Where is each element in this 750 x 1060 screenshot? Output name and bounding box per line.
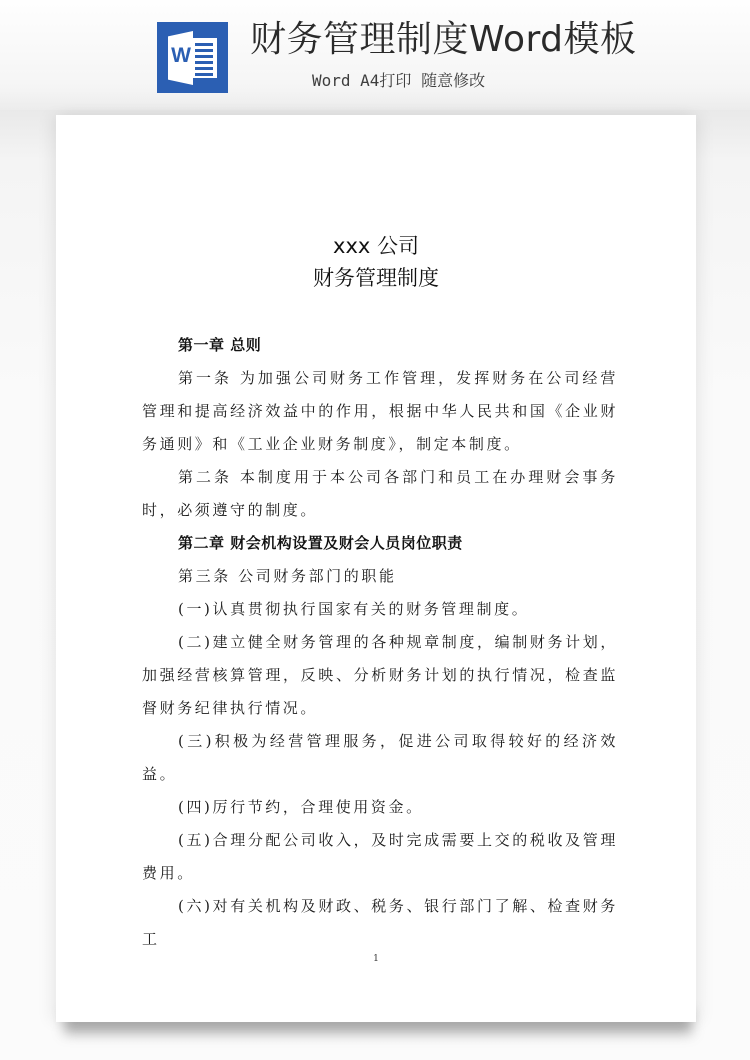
banner-subtitle: Word A4打印 随意修改 (312, 71, 486, 90)
document-title: 财务管理制度 (313, 266, 439, 290)
list-item: (六)对有关机构及财政、税务、银行部门了解、检查财务工 (142, 897, 618, 948)
document-lines-icon (191, 38, 217, 78)
banner-title: 财务管理制度Word模板 (250, 19, 637, 60)
chapter-heading: 第二章 财会机构设置及财会人员岗位职责 (178, 534, 463, 552)
word-app-icon (157, 22, 228, 93)
chapter-heading: 第一章 总则 (178, 336, 262, 354)
list-item: (二)建立健全财务管理的各种规章制度，编制财务计划，加强经营核算管理，反映、分析财务计划的执行情况，检查监督财务纪律执行情况。 (142, 633, 618, 717)
document-body (142, 329, 618, 956)
list-item: (四)厉行节约，合理使用资金。 (178, 798, 424, 816)
article-paragraph: 第二条 本制度用于本公司各部门和员工在办理财会事务时，必须遵守的制度。 (142, 468, 618, 519)
word-w-glyph: W (171, 44, 191, 67)
list-item: (五)合理分配公司收入，及时完成需要上交的税收及管理费用。 (142, 831, 618, 882)
article-paragraph: 第三条 公司财务部门的职能 (178, 567, 397, 585)
list-item: (一)认真贯彻执行国家有关的财务管理制度。 (178, 600, 530, 618)
template-banner (0, 0, 750, 110)
document-page (56, 115, 696, 1022)
company-name-title: xxx 公司 (333, 234, 419, 258)
article-paragraph: 第一条 为加强公司财务工作管理，发挥财务在公司经营管理和提高经济效益中的作用，根据中华人民共和国《企业财务通则》和《工业企业财务制度》，制定本制度。 (142, 369, 618, 453)
page-number: 1 (373, 954, 379, 964)
list-item: (三)积极为经营管理服务，促进公司取得较好的经济效益。 (142, 732, 618, 783)
